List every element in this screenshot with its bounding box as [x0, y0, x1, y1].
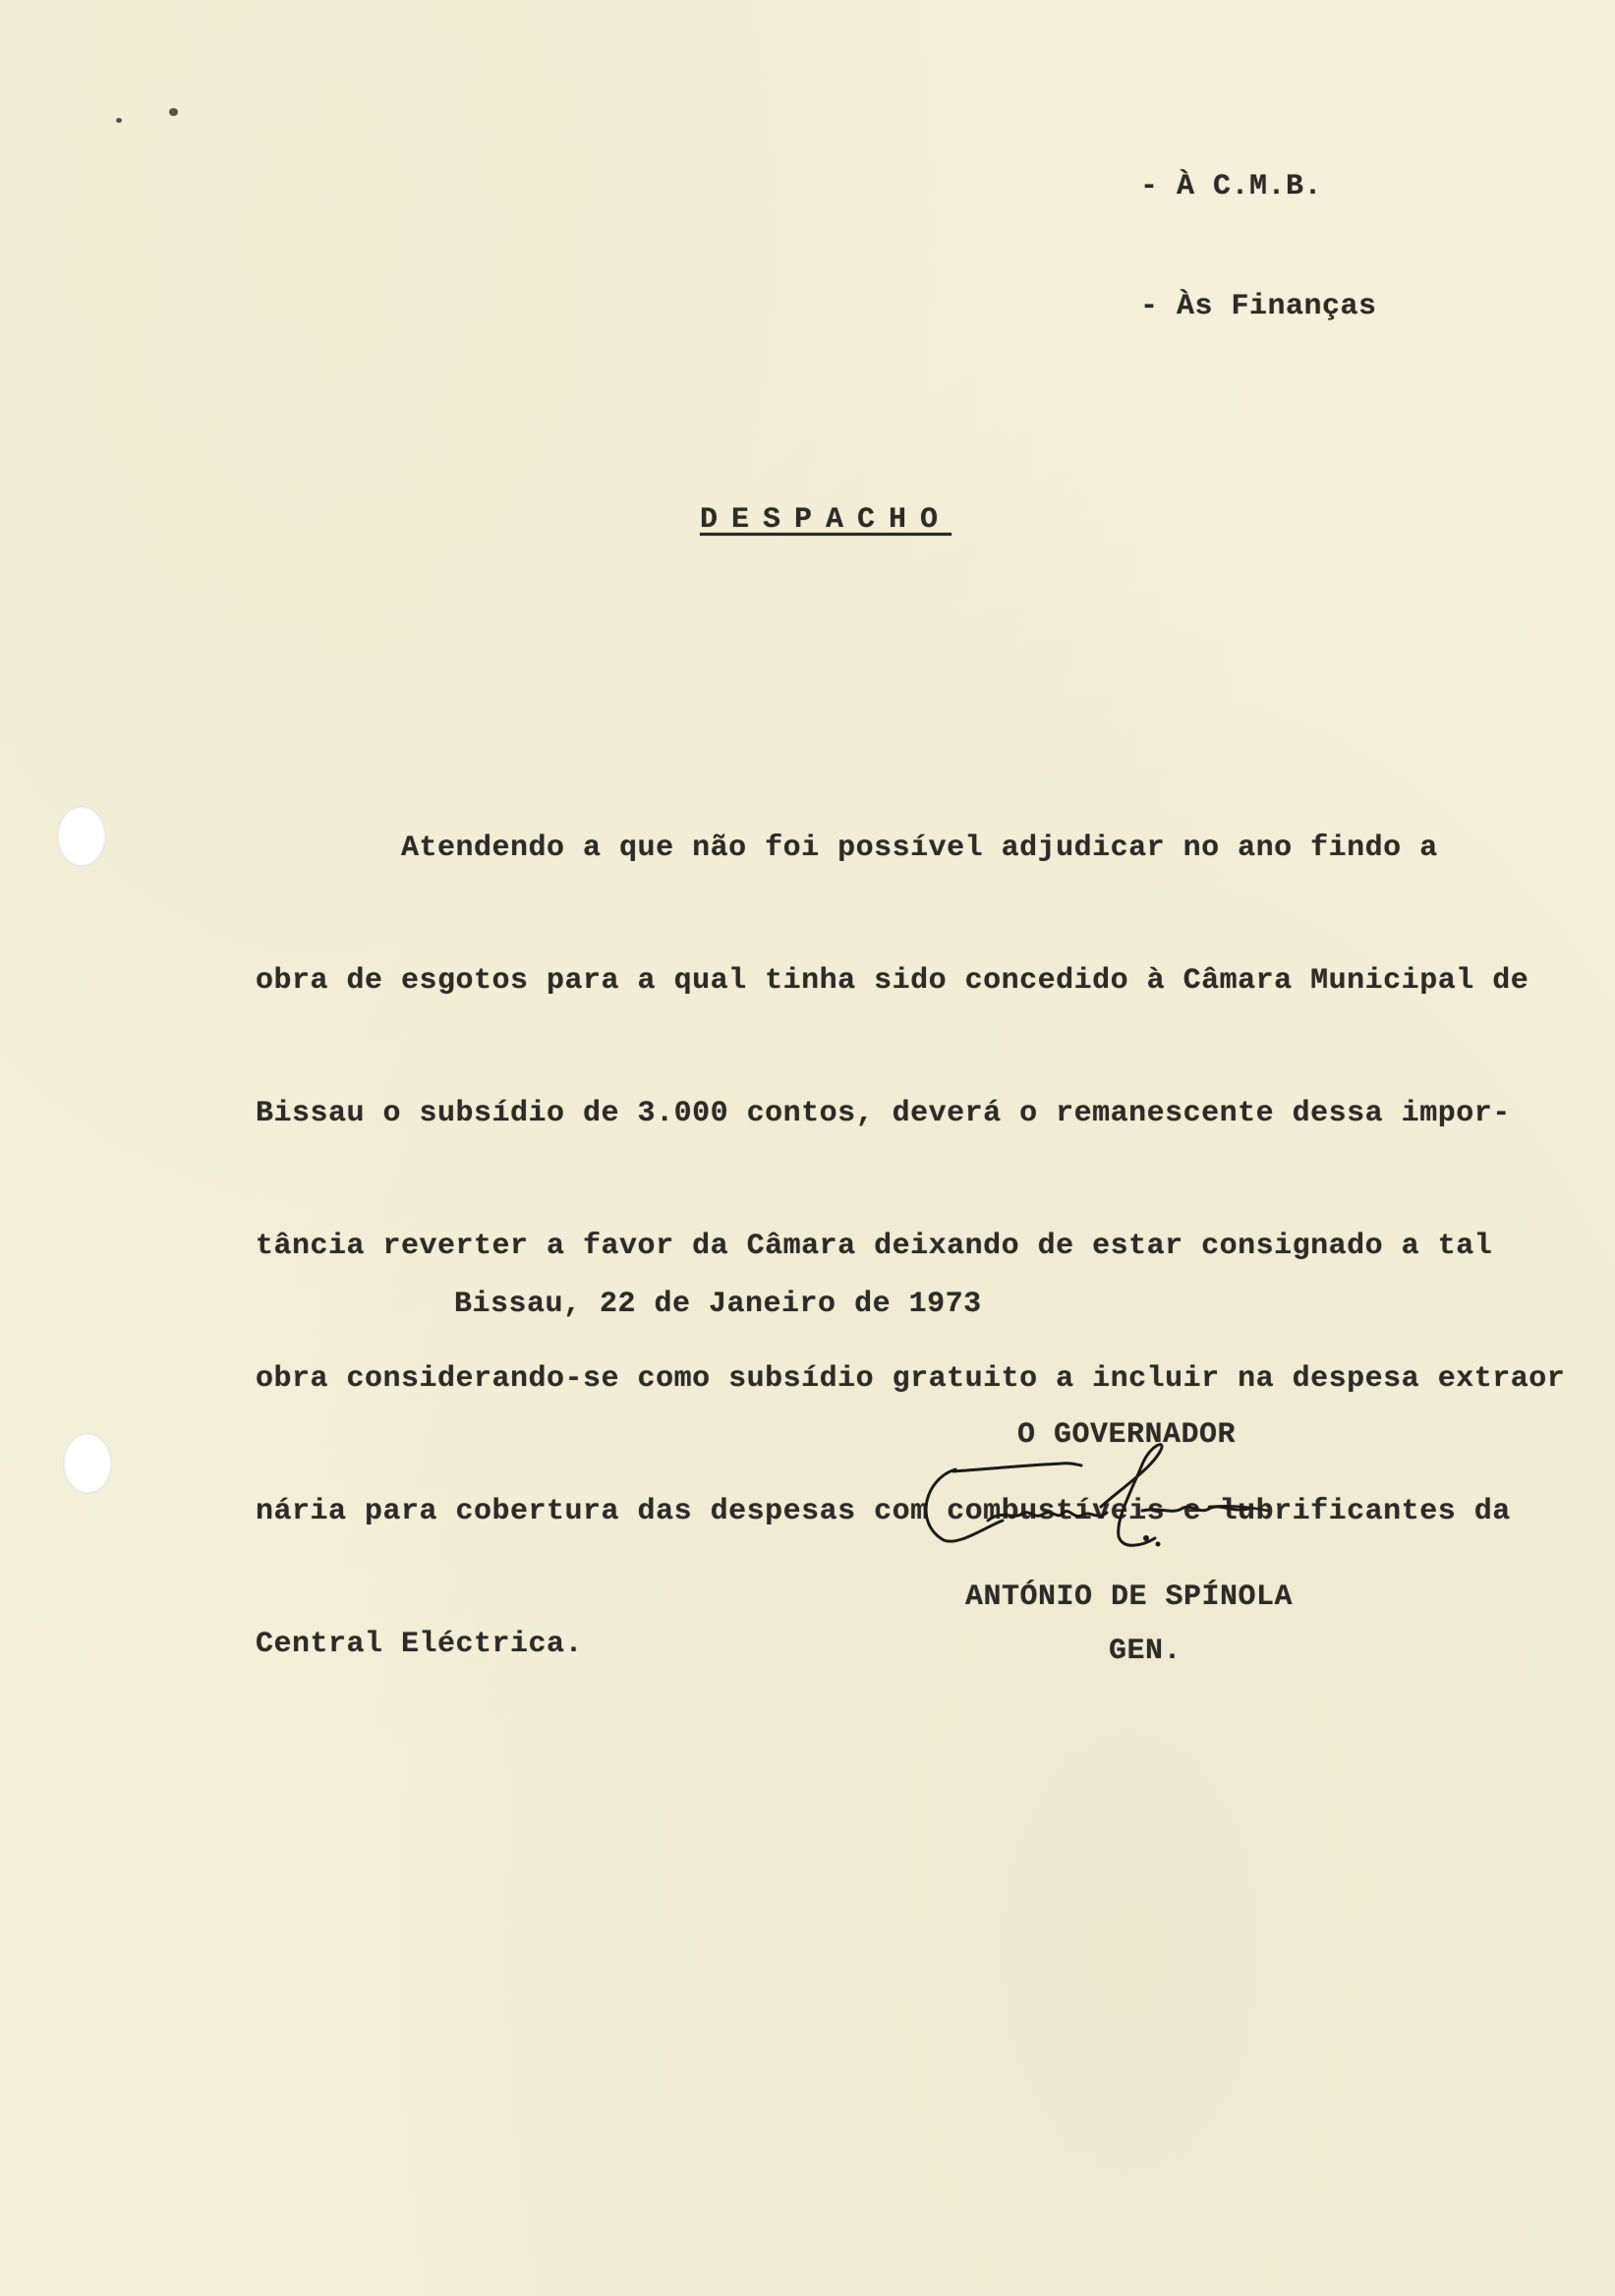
body-line: obra de esgotos para a qual tinha sido concedido à Câmara Municipal de: [256, 964, 1529, 998]
body-line: Atendendo a que não foi possível adjudicar no ano findo a: [256, 832, 1438, 865]
body-line: Central Eléctrica.: [256, 1628, 584, 1661]
signatory-office: O GOVERNADOR: [1017, 1418, 1237, 1452]
routing-line-cmb: - À C.M.B.: [1140, 170, 1323, 203]
punch-hole-bottom: [63, 1433, 112, 1494]
handwritten-signature: [914, 1430, 1307, 1568]
routing-line-financas: - Às Finanças: [1140, 290, 1377, 323]
ink-speck: [116, 118, 122, 123]
body-line: obra considerando-se como subsídio gratuito a incluir na despesa extraor: [256, 1362, 1566, 1396]
signatory-name: ANTÓNIO DE SPÍNOLA: [965, 1580, 1294, 1614]
body-line: Bissau o subsídio de 3.000 contos, deverá o remanescente dessa impor-: [256, 1097, 1511, 1130]
document-title: DESPACHO: [700, 503, 952, 537]
body-line: tância reverter a favor da Câmara deixando de estar consignado a tal: [256, 1230, 1493, 1263]
body-paragraph: [256, 749, 1565, 1745]
routing-list: [1140, 93, 1377, 400]
signatory-rank: GEN.: [1109, 1635, 1182, 1668]
punch-hole-top: [57, 806, 106, 867]
body-line: nária para cobertura das despesas com combustíveis e lubrificantes da: [256, 1495, 1511, 1528]
ink-speck: [169, 108, 178, 116]
date-line: Bissau, 22 de Janeiro de 1973: [454, 1288, 982, 1321]
